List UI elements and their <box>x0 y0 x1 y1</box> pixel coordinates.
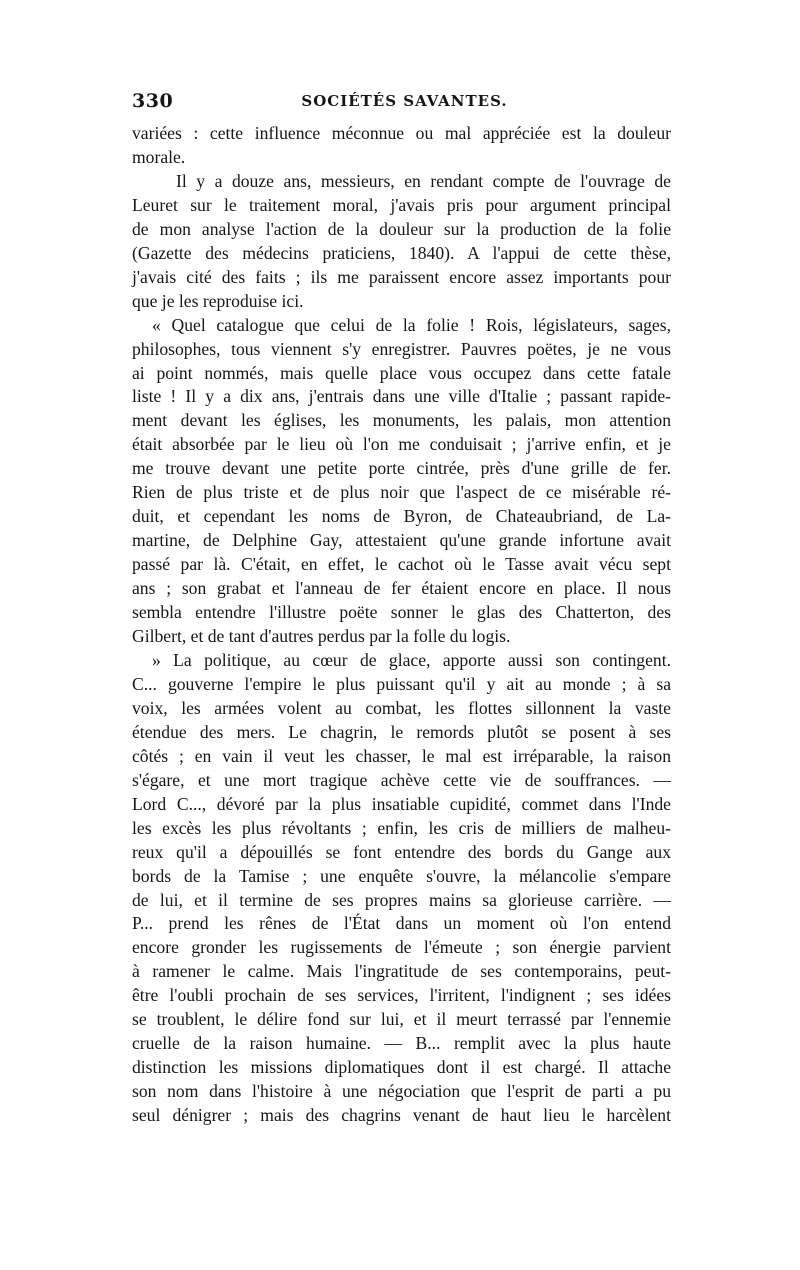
text-line: Lord C..., dévoré par la plus insatiable cupidité, commet dans l'Inde <box>132 793 671 814</box>
text-line: variées : cette influence méconnue ou mal appréciée est la douleur <box>132 123 671 143</box>
body-text <box>132 122 671 1128</box>
text-line: P... prend les rênes de l'État dans un moment où l'on entend <box>132 913 671 934</box>
text-line: philosophes, tous viennent s'y enregistrer. Pauvres poëtes, je ne vous <box>132 338 671 359</box>
text-line: me trouve devant une petite porte cintrée, près d'une grille de fer. <box>132 458 671 479</box>
text-line: côtés ; en vain il veut les chasser, le mal est irréparable, la raison <box>132 745 671 766</box>
text-line: de lui, et il termine de ses propres mains sa glorieuse carrière. — <box>132 889 671 910</box>
page-number: 330 <box>132 90 174 112</box>
text-line: étendue des mers. Le chagrin, le remords plutôt se posent à ses <box>132 721 671 742</box>
text-line: sembla entendre l'illustre poëte sonner le glas des Chatterton, des <box>132 602 671 623</box>
text-line: C... gouverne l'empire le plus puissant qu'il y ait au monde ; à sa <box>132 673 671 694</box>
text-line: se troublent, le délire fond sur lui, et il meurt terrassé par l'ennemie <box>132 1009 671 1030</box>
running-head: SOCIÉTÉS SAVANTES. <box>301 92 508 110</box>
text-line: de mon analyse l'action de la douleur sur la production de la folie <box>132 218 671 239</box>
text-line: être l'oubli prochain de ses services, l'irritent, l'indignent ; ses idées <box>132 985 671 1006</box>
text-line: Il y a douze ans, messieurs, en rendant compte de l'ouvrage de <box>176 170 671 191</box>
text-line: distinction les missions diplomatiques dont il est chargé. Il attache <box>132 1057 671 1078</box>
text-line: martine, de Delphine Gay, attestaient qu'une grande infortune avait <box>132 530 671 551</box>
text-line: était absorbée par le lieu où l'on me conduisait ; j'arrive enfin, et je <box>132 434 671 455</box>
text-line: ai point nommés, mais quelle place vous occupez dans cette fatale <box>132 362 671 383</box>
text-line: les excès les plus révoltants ; enfin, les cris de milliers de malheu- <box>132 817 671 838</box>
text-line: j'avais cité des faits ; ils me paraissent encore assez importants pour <box>132 266 671 287</box>
text-line: ans ; son grabat et l'anneau de fer étaient encore en place. Il nous <box>132 578 671 599</box>
text-line: Rien de plus triste et de plus noir que l'aspect de ce misérable ré- <box>132 482 671 503</box>
text-line: » La politique, au cœur de glace, apporte aussi son contingent. <box>152 649 671 670</box>
page-header <box>132 88 671 122</box>
text-line: reux qu'il a dépouillés se font entendre des bords du Gange aux <box>132 841 671 862</box>
text-line: bords de la Tamise ; une enquête s'ouvre, la mélancolie s'empare <box>132 865 671 886</box>
text-line: que je les reproduise ici. <box>132 290 304 311</box>
text-line: cruelle de la raison humaine. — B... remplit avec la plus haute <box>132 1033 671 1054</box>
text-line: « Quel catalogue que celui de la folie ! Rois, législateurs, sages, <box>152 314 671 335</box>
text-line: duit, et cependant les noms de Byron, de Chateaubriand, de La- <box>132 506 671 527</box>
text-line: liste ! Il y a dix ans, j'entrais dans une ville d'Italie ; passant rapide- <box>132 386 671 407</box>
text-line: son nom dans l'histoire à une négociation que l'esprit de parti a pu <box>132 1081 671 1102</box>
text-line: passé par là. C'était, en effet, le cachot où le Tasse avait vécu sept <box>132 554 671 575</box>
text-line: ment devant les églises, les monuments, les palais, mon attention <box>132 410 671 431</box>
text-line: s'égare, et une mort tragique achève cette vie de souffrances. — <box>132 769 671 790</box>
text-line: à ramener le calme. Mais l'ingratitude de ses contemporains, peut- <box>132 961 671 982</box>
text-line: encore gronder les rugissements de l'émeute ; son énergie parvient <box>132 937 671 958</box>
text-line: Gilbert, et de tant d'autres perdus par la folle du logis. <box>132 626 511 647</box>
text-line: voix, les armées volent au combat, les flottes sillonnent la vaste <box>132 697 671 718</box>
text-line: seul dénigrer ; mais des chagrins venant de haut lieu le harcèlent <box>132 1105 671 1126</box>
text-line: (Gazette des médecins praticiens, 1840). A l'appui de cette thèse, <box>132 242 671 263</box>
book-page <box>132 88 671 1128</box>
text-line: morale. <box>132 146 186 167</box>
text-line: Leuret sur le traitement moral, j'avais pris pour argument principal <box>132 194 671 215</box>
